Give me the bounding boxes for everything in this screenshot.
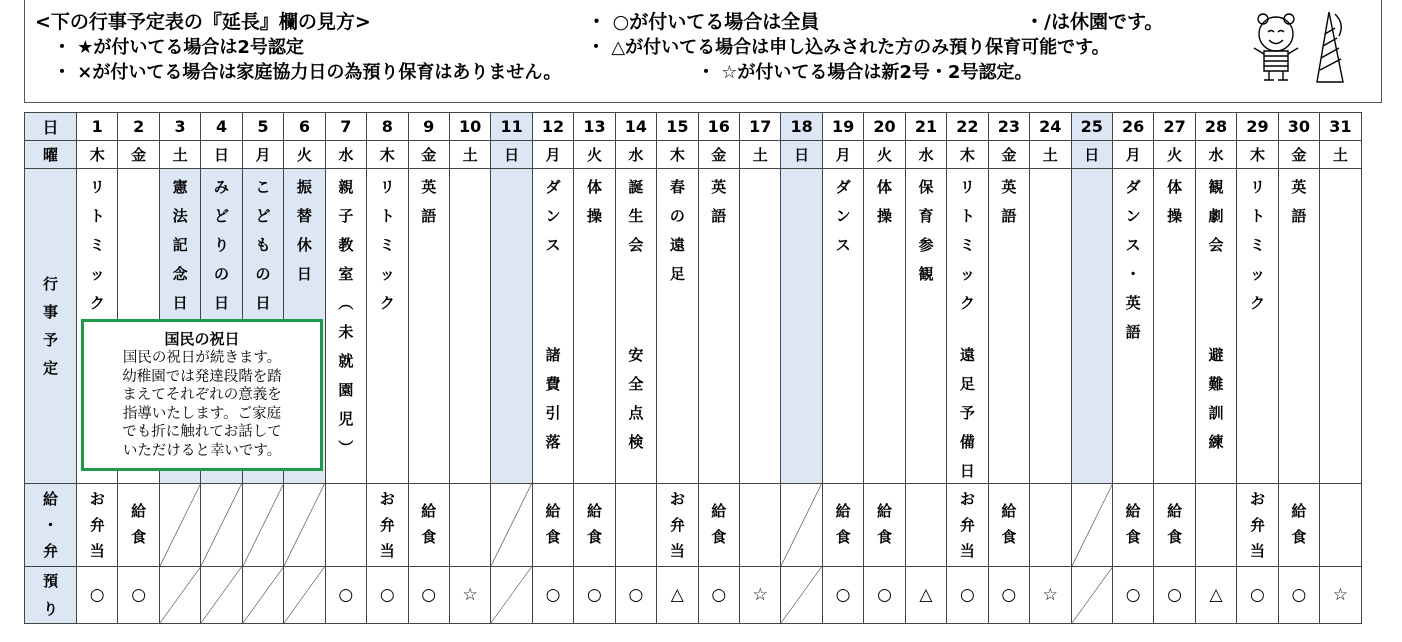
row-label: 日 — [25, 113, 77, 141]
weekday-cell: 木 — [657, 141, 698, 169]
weekday-cell: 月 — [822, 141, 863, 169]
lunch-cell: 給 食 — [1154, 484, 1195, 567]
day-cell: 8 — [367, 113, 408, 141]
lunch-cell — [284, 484, 325, 567]
day-cell: 15 — [657, 113, 698, 141]
care-cell: ○ — [1278, 567, 1319, 624]
event-cell — [491, 169, 532, 484]
event-cell: 親 子 教 室 ︵ 未 就 園 児 ︶ — [325, 169, 366, 484]
weekday-cell: 水 — [1195, 141, 1236, 169]
day-cell: 31 — [1320, 113, 1361, 141]
lunch-cell — [1320, 484, 1361, 567]
event-cell: ダ ン ス 諸 費 引 落 — [532, 169, 573, 484]
day-cell: 3 — [159, 113, 200, 141]
event-cell: ダ ン ス — [822, 169, 863, 484]
day-cell: 7 — [325, 113, 366, 141]
event-cell: 誕 生 会 安 全 点 検 — [615, 169, 656, 484]
day-cell: 1 — [77, 113, 118, 141]
day-cell: 13 — [574, 113, 615, 141]
legend-all: ・ ○が付いてる場合は全員 — [587, 11, 820, 33]
care-cell — [159, 567, 200, 624]
lunch-cell: 給 食 — [1278, 484, 1319, 567]
care-cell: ○ — [988, 567, 1029, 624]
event-cell: こ ど も の 日 — [242, 169, 283, 484]
day-cell: 21 — [905, 113, 946, 141]
weekday-cell: 火 — [864, 141, 905, 169]
weekday-cell: 日 — [1071, 141, 1112, 169]
legend-triangle: ・ △が付いてる場合は申し込みされた方のみ預り保育可能です。 — [587, 37, 1110, 58]
legend-closed: ・/は休園です。 — [1025, 11, 1164, 33]
event-cell: 体 操 — [1154, 169, 1195, 484]
lunch-cell: お 弁 当 — [657, 484, 698, 567]
weekday-cell: 金 — [1278, 141, 1319, 169]
weekday-cell: 火 — [284, 141, 325, 169]
row-label: 行 事 予 定 — [25, 169, 77, 484]
weekday-cell: 木 — [367, 141, 408, 169]
day-cell: 16 — [698, 113, 739, 141]
event-cell: 体 操 — [574, 169, 615, 484]
lunch-cell — [1030, 484, 1071, 567]
care-cell: ○ — [1112, 567, 1153, 624]
legend-hollow-star: ・ ☆が付いてる場合は新2号・2号認定。 — [697, 62, 1033, 83]
care-cell: ☆ — [740, 567, 781, 624]
care-cell: ○ — [947, 567, 988, 624]
holiday-note — [81, 319, 323, 471]
day-cell: 6 — [284, 113, 325, 141]
care-cell: ○ — [77, 567, 118, 624]
note-line: でも折に触れてお話して — [122, 424, 282, 440]
event-cell: 英 語 — [698, 169, 739, 484]
legend-cross: ・ ×が付いてる場合は家庭協力日の為預り保育はありません。 — [53, 62, 562, 83]
event-cell — [1320, 169, 1361, 484]
lunch-cell — [1195, 484, 1236, 567]
weekday-cell: 金 — [988, 141, 1029, 169]
day-cell: 24 — [1030, 113, 1071, 141]
event-cell: 保 育 参 観 — [905, 169, 946, 484]
lunch-cell: お 弁 当 — [367, 484, 408, 567]
day-cell: 2 — [118, 113, 159, 141]
legend-title: <下の行事予定表の『延長』欄の見方> — [35, 11, 371, 33]
care-cell: ○ — [615, 567, 656, 624]
lunch-cell — [159, 484, 200, 567]
lunch-cell — [242, 484, 283, 567]
row-label: 給 ・ 弁 — [25, 484, 77, 567]
weekday-cell: 水 — [325, 141, 366, 169]
event-cell: リ ト ミ ッ ク — [77, 169, 118, 484]
care-cell — [242, 567, 283, 624]
lunch-cell: お 弁 当 — [77, 484, 118, 567]
lunch-cell: 給 食 — [408, 484, 449, 567]
care-cell: △ — [905, 567, 946, 624]
weekday-cell: 土 — [1320, 141, 1361, 169]
holiday-note-body — [84, 349, 320, 460]
care-cell: ○ — [408, 567, 449, 624]
lunch-cell: 給 食 — [1112, 484, 1153, 567]
legend-star: ・ ★が付いてる場合は2号認定 — [53, 37, 304, 58]
care-cell: ○ — [698, 567, 739, 624]
care-cell: ☆ — [1320, 567, 1361, 624]
event-cell — [1030, 169, 1071, 484]
event-cell: 英 語 — [1278, 169, 1319, 484]
day-cell: 19 — [822, 113, 863, 141]
weekday-cell: 土 — [159, 141, 200, 169]
care-cell: ☆ — [1030, 567, 1071, 624]
lunch-cell: 給 食 — [118, 484, 159, 567]
weekday-cell: 木 — [1237, 141, 1278, 169]
lunch-cell: お 弁 当 — [1237, 484, 1278, 567]
event-cell: 英 語 — [408, 169, 449, 484]
event-cell: リ ト ミ ッ ク 遠 足 予 備 日 — [947, 169, 988, 484]
event-cell — [740, 169, 781, 484]
day-cell: 14 — [615, 113, 656, 141]
weekday-cell: 土 — [449, 141, 490, 169]
care-cell — [201, 567, 242, 624]
day-cell: 11 — [491, 113, 532, 141]
day-cell: 17 — [740, 113, 781, 141]
day-cell: 20 — [864, 113, 905, 141]
day-cell: 25 — [1071, 113, 1112, 141]
lunch-cell — [781, 484, 822, 567]
weekday-cell: 火 — [1154, 141, 1195, 169]
lunch-cell: 給 食 — [698, 484, 739, 567]
day-cell: 9 — [408, 113, 449, 141]
weekday-cell: 木 — [77, 141, 118, 169]
event-cell — [781, 169, 822, 484]
lunch-cell: 給 食 — [574, 484, 615, 567]
lunch-cell: お 弁 当 — [947, 484, 988, 567]
lunch-cell — [491, 484, 532, 567]
lunch-cell — [449, 484, 490, 567]
weekday-cell: 金 — [408, 141, 449, 169]
day-cell: 23 — [988, 113, 1029, 141]
care-cell: ○ — [325, 567, 366, 624]
weekday-cell: 日 — [781, 141, 822, 169]
weekday-cell: 木 — [947, 141, 988, 169]
day-cell: 5 — [242, 113, 283, 141]
event-cell — [449, 169, 490, 484]
weekday-cell: 土 — [1030, 141, 1071, 169]
day-cell: 18 — [781, 113, 822, 141]
holiday-note-title: 国民の祝日 — [164, 330, 240, 348]
weekday-cell: 金 — [698, 141, 739, 169]
weekday-cell: 日 — [201, 141, 242, 169]
event-cell: リ ト ミ ッ ク — [367, 169, 408, 484]
event-cell: 観 劇 会 避 難 訓 練 — [1195, 169, 1236, 484]
event-cell — [1071, 169, 1112, 484]
lunch-cell — [325, 484, 366, 567]
lunch-cell: 給 食 — [864, 484, 905, 567]
note-line: 国民の祝日が続きます。 — [122, 350, 282, 366]
day-cell: 29 — [1237, 113, 1278, 141]
day-cell: 4 — [201, 113, 242, 141]
event-cell: 英 語 — [988, 169, 1029, 484]
weekday-cell: 土 — [740, 141, 781, 169]
lunch-cell: 給 食 — [532, 484, 573, 567]
row-label: 預 り — [25, 567, 77, 624]
row-label: 曜 — [25, 141, 77, 169]
care-cell: △ — [1195, 567, 1236, 624]
care-cell: ○ — [1154, 567, 1195, 624]
care-cell: ○ — [1237, 567, 1278, 624]
lunch-cell — [615, 484, 656, 567]
weekday-cell: 水 — [905, 141, 946, 169]
care-cell — [781, 567, 822, 624]
weekday-cell: 月 — [532, 141, 573, 169]
weekday-cell: 金 — [118, 141, 159, 169]
day-cell: 30 — [1278, 113, 1319, 141]
care-cell: ○ — [532, 567, 573, 624]
care-cell: ○ — [864, 567, 905, 624]
care-cell — [1071, 567, 1112, 624]
weekday-cell: 日 — [491, 141, 532, 169]
note-line: いただけると幸いです。 — [122, 442, 282, 459]
note-line: 幼稚園では発達段階を踏 — [122, 368, 282, 385]
lunch-cell — [201, 484, 242, 567]
day-cell: 26 — [1112, 113, 1153, 141]
care-cell: ○ — [367, 567, 408, 624]
lunch-cell — [1071, 484, 1112, 567]
day-cell: 22 — [947, 113, 988, 141]
note-line: まえてそれぞれの意義を — [122, 387, 282, 403]
weekday-cell: 水 — [615, 141, 656, 169]
care-cell — [284, 567, 325, 624]
event-cell: 体 操 — [864, 169, 905, 484]
event-cell: 憲 法 記 念 日 — [159, 169, 200, 484]
event-cell: ダ ン ス ・ 英 語 — [1112, 169, 1153, 484]
lunch-cell — [740, 484, 781, 567]
care-cell: △ — [657, 567, 698, 624]
mascot-illustration — [1244, 8, 1364, 88]
event-cell: 春 の 遠 足 — [657, 169, 698, 484]
care-cell: ☆ — [449, 567, 490, 624]
day-cell: 12 — [532, 113, 573, 141]
care-cell: ○ — [574, 567, 615, 624]
weekday-cell: 月 — [1112, 141, 1153, 169]
event-cell: み ど り の 日 — [201, 169, 242, 484]
lunch-cell: 給 食 — [988, 484, 1029, 567]
lunch-cell — [905, 484, 946, 567]
legend-header — [24, 0, 1382, 103]
lunch-cell: 給 食 — [822, 484, 863, 567]
weekday-cell: 火 — [574, 141, 615, 169]
event-cell: 振 替 休 日 — [284, 169, 325, 484]
note-line: 指導いたします。ご家庭 — [122, 405, 282, 422]
day-cell: 10 — [449, 113, 490, 141]
care-cell — [491, 567, 532, 624]
weekday-cell: 月 — [242, 141, 283, 169]
day-cell: 28 — [1195, 113, 1236, 141]
care-cell: ○ — [118, 567, 159, 624]
care-cell: ○ — [822, 567, 863, 624]
day-cell: 27 — [1154, 113, 1195, 141]
event-cell: リ ト ミ ッ ク — [1237, 169, 1278, 484]
